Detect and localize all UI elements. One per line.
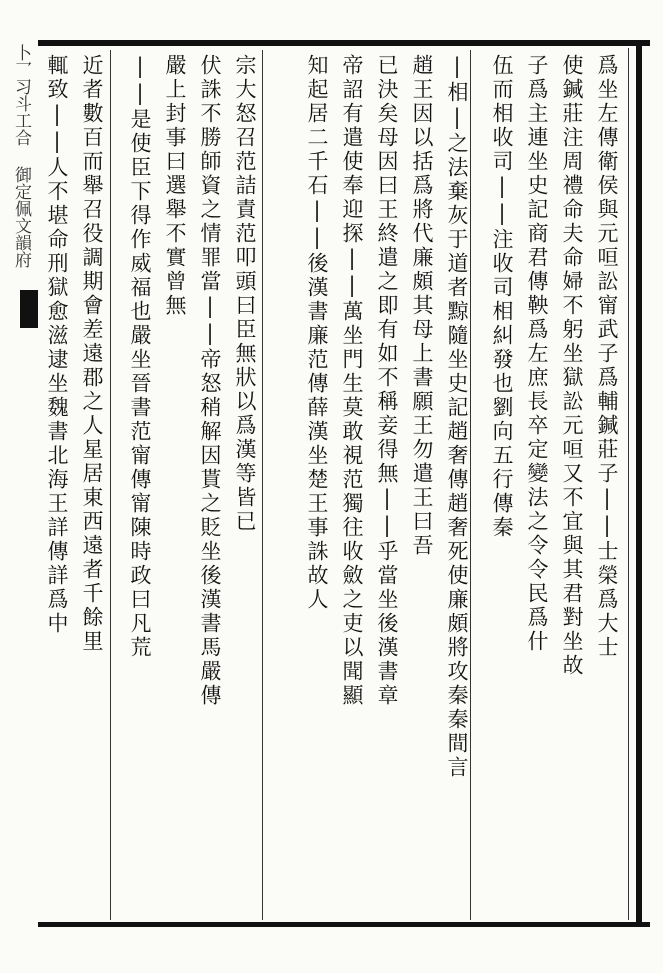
text-column: 使鍼莊注周禮命夫命婦不躬坐獄訟元咺又不宜與其君對坐故 (560, 54, 584, 678)
text-column: |相|之法棄灰于道者黥隨坐史記趙奢傳趙奢死使廉頗將攻秦秦間言 (445, 54, 469, 780)
page-border-right (636, 40, 642, 927)
text-column: 知起居二千石||後漢書廉范傳薛漢坐楚王事誅故人 (305, 54, 329, 612)
text-column: 爲坐左傳衛侯與元咺訟甯武子爲輔鍼莊子||士榮爲大士 (595, 54, 619, 660)
text-column: ||是使臣下得作威福也嚴坐晉書范甯傳甯陳時政曰凡荒 (128, 54, 152, 660)
page-border-bottom (38, 922, 650, 927)
text-column: 趙王因以括爲將代廉頗其母上書願王勿遣王曰吾 (410, 54, 434, 558)
text-column: 伏誅不勝師資之情罪當||帝怒稍解因貰之貶坐後漢書馬嚴傳 (198, 54, 222, 708)
margin-note: 卜乛习斗工合 御定佩文韻府 (11, 44, 31, 268)
text-column: 伍而相收司||注收司相糾發也劉向五行傳秦 (490, 54, 514, 540)
text-column: 嚴上封事曰選舉不實曾無 (163, 54, 187, 318)
column-rule (110, 50, 111, 920)
page-border-top (38, 40, 650, 46)
text-column: 近者數百而舉召役調期會差遠郡之人星居東西遠者千餘里 (80, 54, 104, 654)
margin-tab-marker (20, 290, 38, 328)
text-column: 輒致||人不堪命刑獄愈滋逮坐魏書北海王詳傳詳爲中 (45, 54, 69, 636)
page-border-inner (628, 48, 629, 920)
text-column: 宗大怒召范詰責范叩頭曰臣無狀以爲漢等皆已 (233, 54, 257, 534)
text-column: 帝詔有遣使奉迎探||萬坐門生莫敢視范獨往收斂之吏以聞顯 (340, 54, 364, 708)
text-column: 已決矣母因曰王終遣之即有如不稱妾得無||乎當坐後漢書章 (375, 54, 399, 708)
text-column: 子爲主連坐史記商君傳鞅爲左庶長卒定變法之令令民爲什 (525, 54, 549, 654)
column-rule (262, 50, 263, 920)
